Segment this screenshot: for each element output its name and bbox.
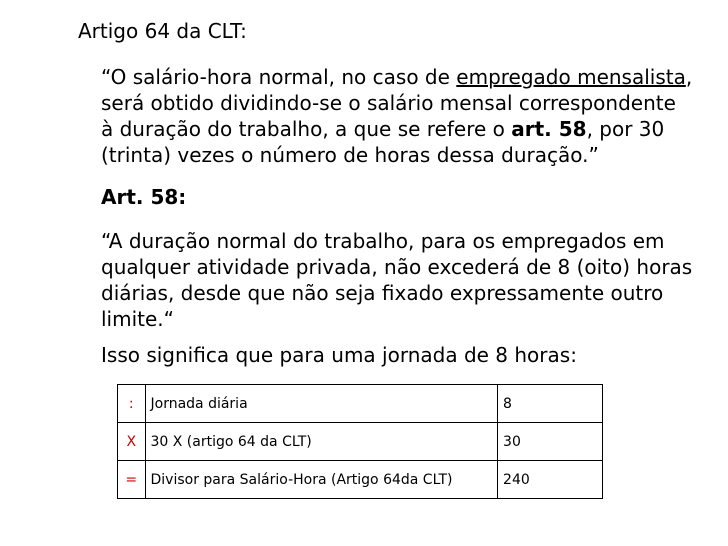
row-description: 30 X (artigo 64 da CLT) [145, 423, 498, 461]
row-value: 30 [498, 423, 603, 461]
quote-line: “A duração normal do trabalho, para os empregados em [101, 229, 665, 253]
quote-line: será obtido dividindo-se o salário mensal correspondente [101, 91, 676, 115]
row-value: 8 [498, 385, 603, 423]
quote-line [101, 64, 701, 90]
divisor-table [117, 384, 603, 499]
section-heading: Artigo 64 da CLT: [78, 19, 247, 43]
row-value: 240 [498, 461, 603, 499]
article-64-quote [101, 64, 701, 168]
article-reference: art. 58 [511, 117, 587, 141]
quote-text: , [685, 65, 693, 89]
operator-symbol: : [118, 385, 146, 423]
quote-line: limite.“ [101, 307, 175, 331]
table-row [118, 423, 603, 461]
quote-line: (trinta) vezes o número de horas dessa duração.” [101, 143, 599, 167]
table-row [118, 461, 603, 499]
quote-line: diárias, desde que não seja fixado expressamente outro [101, 281, 664, 305]
row-description: Divisor para Salário-Hora (Artigo 64da CLT) [145, 461, 498, 499]
quote-text: à duração do trabalho, a que se refere o [101, 117, 512, 141]
operator-symbol: X [118, 423, 146, 461]
conclusion-text: Isso significa que para uma jornada de 8 horas: [101, 343, 577, 367]
quote-text: , por 30 [586, 117, 665, 141]
article-58-title: Art. 58: [101, 185, 187, 209]
quote-line: qualquer atividade privada, não excederá de 8 (oito) horas [101, 255, 693, 279]
article-58-quote [101, 228, 701, 332]
operator-symbol: = [118, 461, 146, 499]
table-row [118, 385, 603, 423]
quote-line [101, 116, 701, 142]
row-description: Jornada diária [145, 385, 498, 423]
underlined-term: empregado mensalista [456, 65, 686, 89]
quote-text: “O salário-hora normal, no caso de [101, 65, 457, 89]
